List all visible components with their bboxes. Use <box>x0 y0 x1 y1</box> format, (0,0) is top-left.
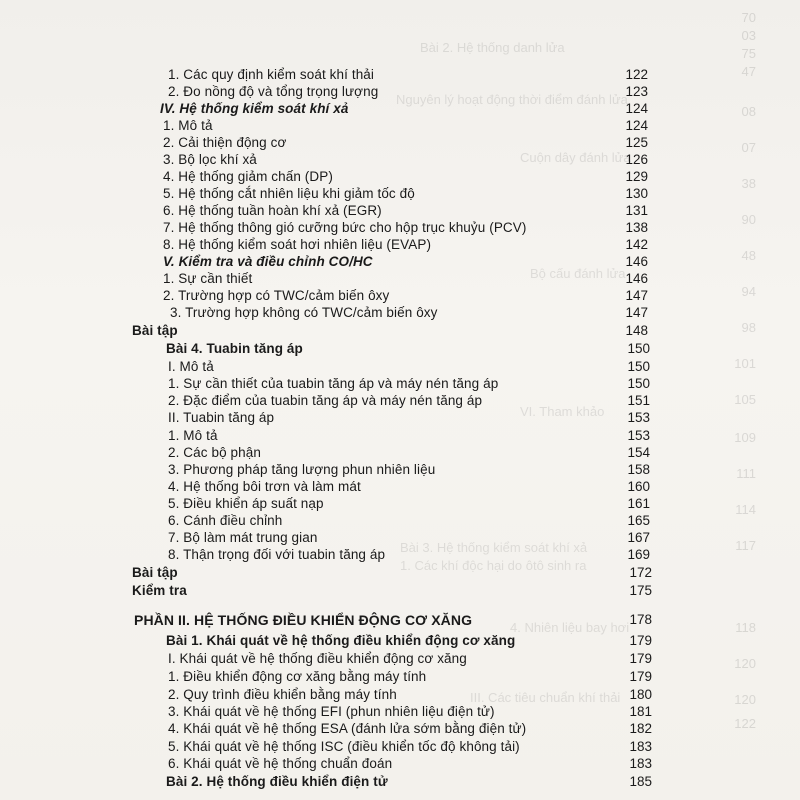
toc-entry-title: 1. Các quy định kiểm soát khí thải <box>168 67 375 82</box>
toc-entry-page-number: 142 <box>625 237 648 252</box>
toc-entry-title: 5. Khái quát về hệ thống ISC (điều khiển tốc độ không tải) <box>168 739 520 754</box>
toc-entry-title: 4. Hệ thống bôi trơn và làm mát <box>168 479 361 494</box>
toc-entry-title: 2. Cải thiện động cơ <box>163 135 287 150</box>
toc-entry-page-number: 150 <box>627 341 650 356</box>
toc-entry-title: 2. Quy trình điều khiển bằng máy tính <box>168 687 397 702</box>
toc-entry-page-number: 146 <box>625 254 648 269</box>
toc-entry-page-number: 131 <box>625 203 648 218</box>
toc-entry-title: Bài tập <box>132 323 178 338</box>
toc-entry-title: 2. Các bộ phận <box>168 445 261 460</box>
toc-entry-title: 3. Trường hợp không có TWC/cảm biến ôxy <box>170 305 438 320</box>
book-page: 70 03 75 47 08 07 38 90 48 94 98 101 105 109 111 114 117 118 120 120 122 Bài 2. Hệ thống danh lửa Nguyên lý hoạt động thời điểm đánh lửa Cuộn dây đánh lửa Bộ cấu đánh lửa VI. Tham khảo Bài 3. Hệ thống kiểm soát khí xả 1. Các khí độc hại do ôtô sinh ra 4. Nhiên liệu bay hơi III. Các tiêu chuẩn khí thải 1. Các quy định kiểm soát khí thải 122 2. Đo nồng độ và tổng trọng lượng 123 IV. Hệ thống kiểm soát khí xả 124 1. Mô tả 124 2. Cải thiện động cơ 125 3. Bộ lọc khí xả 126 4. Hệ thống giảm chấn (DP) 129 5. Hệ thống cắt nhiên liệu khi giảm tốc độ 130 6. Hệ thống tuần hoàn khí xả (EGR) 131 7. Hệ thống thông gió cưỡng bức cho hộp trục khuỷu (PCV) 138 8. Hệ thống kiểm soát hơi nhiên liệu (EVAP) 142 V. Kiểm tra và điều chỉnh CO/HC 146 1. Sự cần thiết 146 2. Trường hợp có TWC/cảm biến ôxy 147 3. Trường hợp không có TWC/cảm biến ôxy 147 Bài tập 148 Bài 4. Tuabin tăng áp 150 I. Mô tả 150 1. Sự cần thiết của tuabin tăng áp và máy nén tăng áp 150 2. Đặc điểm của tuabin tăng áp và máy nén tăng áp 151 II. Tuabin tăng áp 153 1. Mô tả 153 2. Các bộ phận 154 3. Phương pháp tăng lượng phun nhiên liệu 158 4. Hệ thống bôi trơn và làm mát 160 5. Điều khiển áp suất nạp 161 6. Cánh điều chỉnh 165 7. Bộ làm mát trung gian 167 8. Thận trọng đối với tuabin tăng áp 169 Bài tập 172 Kiểm tra 175 PHẦN II. HỆ THỐNG ĐIỀU KHIỂN ĐỘNG CƠ XĂNG 178 Bài 1. Khái quát về hệ thống điều khiển động cơ xăng 179 I. Khái quát về hệ thống điều khiển động cơ xăng 179 1. Điều khiển động cơ xăng bằng máy tính 179 2. Quy trình điều khiển bằng máy tính 180 3. Khái quát về hệ thống EFI (phun nhiên liệu điện tử) 181 4. Khái quát về hệ thống ESA (đánh lửa sớm bằng điện tử) 182 5. Khái quát về hệ thống ISC (điều khiển tốc độ không tải) 183 6. Khái quát về hệ thống chuẩn đoán 183 Bài 2. Hệ thống điều khiển điện tử 185 <box>0 0 800 800</box>
toc-entry-page-number: 179 <box>629 651 652 666</box>
toc-entry-page-number: 146 <box>625 271 648 286</box>
toc-entry-page-number: 165 <box>627 513 650 528</box>
toc-entry-page-number: 183 <box>629 739 652 754</box>
toc-entry-title: 4. Khái quát về hệ thống ESA (đánh lửa sớm bằng điện tử) <box>168 721 527 736</box>
toc-entry-title: 5. Hệ thống cắt nhiên liệu khi giảm tốc độ <box>163 186 415 201</box>
toc-entry-page-number: 179 <box>629 633 652 648</box>
toc-entry-title: 2. Đo nồng độ và tổng trọng lượng <box>168 84 379 99</box>
toc-entry-page-number: 158 <box>627 462 650 477</box>
toc-entry-title: Bài 4. Tuabin tăng áp <box>166 341 303 356</box>
toc-entry-title: 6. Khái quát về hệ thống chuẩn đoán <box>168 756 393 771</box>
toc-entry-title: 3. Khái quát về hệ thống EFI (phun nhiên liệu điện tử) <box>168 704 495 719</box>
toc-entry-title: Bài 1. Khái quát về hệ thống điều khiển động cơ xăng <box>166 633 516 648</box>
toc-entry-page-number: 182 <box>629 721 652 736</box>
toc-entry-title: 5. Điều khiển áp suất nạp <box>168 496 324 511</box>
toc-entry-title: 1. Mô tả <box>168 428 218 443</box>
toc-entry-title: 3. Bộ lọc khí xả <box>163 152 257 167</box>
toc-entry-title: Bài 2. Hệ thống điều khiển điện tử <box>166 774 388 789</box>
toc-entry-title: 2. Trường hợp có TWC/cảm biến ôxy <box>163 288 390 303</box>
toc-entry-page-number: 160 <box>627 479 650 494</box>
toc-entry-page-number: 150 <box>627 359 650 374</box>
toc-entry-page-number: 181 <box>629 704 652 719</box>
toc-entry-title: Kiểm tra <box>132 583 187 598</box>
toc-entry-page-number: 124 <box>625 118 648 133</box>
toc-entry-title: 4. Hệ thống giảm chấn (DP) <box>163 169 333 184</box>
toc-entry-page-number: 147 <box>625 305 648 320</box>
toc-entry-page-number: 150 <box>627 376 650 391</box>
toc-entry-page-number: 172 <box>629 565 652 580</box>
toc-entry-title: I. Khái quát về hệ thống điều khiển động cơ xăng <box>168 651 467 666</box>
toc-entry-title: 6. Hệ thống tuần hoàn khí xả (EGR) <box>163 203 382 218</box>
toc-entry-title: V. Kiểm tra và điều chỉnh CO/HC <box>163 254 373 269</box>
toc-entry-page-number: 148 <box>625 323 648 338</box>
toc-entry-title: IV. Hệ thống kiểm soát khí xả <box>160 101 349 116</box>
toc-entry-page-number: 126 <box>625 152 648 167</box>
toc-entry-page-number: 130 <box>625 186 648 201</box>
toc-entry-title: 1. Sự cần thiết <box>163 271 253 286</box>
toc-entry-title: 1. Sự cần thiết của tuabin tăng áp và máy nén tăng áp <box>168 376 499 391</box>
toc-entry-page-number: 123 <box>625 84 648 99</box>
toc-entry-title: 1. Mô tả <box>163 118 213 133</box>
toc-entry-title: 1. Điều khiển động cơ xăng bằng máy tính <box>168 669 427 684</box>
toc-entry-page-number: 153 <box>627 428 650 443</box>
toc-entry-title: II. Tuabin tăng áp <box>168 410 275 425</box>
toc-entry-page-number: 125 <box>625 135 648 150</box>
toc-entry-page-number: 153 <box>627 410 650 425</box>
toc-entry-page-number: 179 <box>629 669 652 684</box>
toc-entry-title: 8. Thận trọng đối với tuabin tăng áp <box>168 547 386 562</box>
toc-entry-page-number: 175 <box>629 583 652 598</box>
toc-entry-page-number: 180 <box>629 687 652 702</box>
toc-entry-title: 3. Phương pháp tăng lượng phun nhiên liệu <box>168 462 436 477</box>
toc-entry-page-number: 178 <box>629 612 652 627</box>
toc-entry-page-number: 122 <box>625 67 648 82</box>
toc-entry-title: PHẦN II. HỆ THỐNG ĐIỀU KHIỂN ĐỘNG CƠ XĂNG <box>134 612 473 628</box>
toc-entry-title: 7. Bộ làm mát trung gian <box>168 530 318 545</box>
toc-entry-page-number: 169 <box>627 547 650 562</box>
toc-entry-page-number: 161 <box>627 496 650 511</box>
toc-entry-title: 2. Đặc điểm của tuabin tăng áp và máy nén tăng áp <box>168 393 483 408</box>
toc-entry-page-number: 129 <box>625 169 648 184</box>
toc-entry-page-number: 147 <box>625 288 648 303</box>
toc-entry-page-number: 154 <box>627 445 650 460</box>
toc-entry-page-number: 151 <box>627 393 650 408</box>
toc-entry-title: 6. Cánh điều chỉnh <box>168 513 283 528</box>
toc-entry-page-number: 185 <box>629 774 652 789</box>
toc-entry-page-number: 183 <box>629 756 652 771</box>
toc-entry-page-number: 124 <box>625 101 648 116</box>
toc-entry-title: 8. Hệ thống kiểm soát hơi nhiên liệu (EVAP) <box>163 237 432 252</box>
toc-entry-page-number: 138 <box>625 220 648 235</box>
toc-entry-title: I. Mô tả <box>168 359 214 374</box>
toc-entry-title: 7. Hệ thống thông gió cưỡng bức cho hộp trục khuỷu (PCV) <box>163 220 527 235</box>
toc-entry-title: Bài tập <box>132 565 178 580</box>
toc-entry-page-number: 167 <box>627 530 650 545</box>
